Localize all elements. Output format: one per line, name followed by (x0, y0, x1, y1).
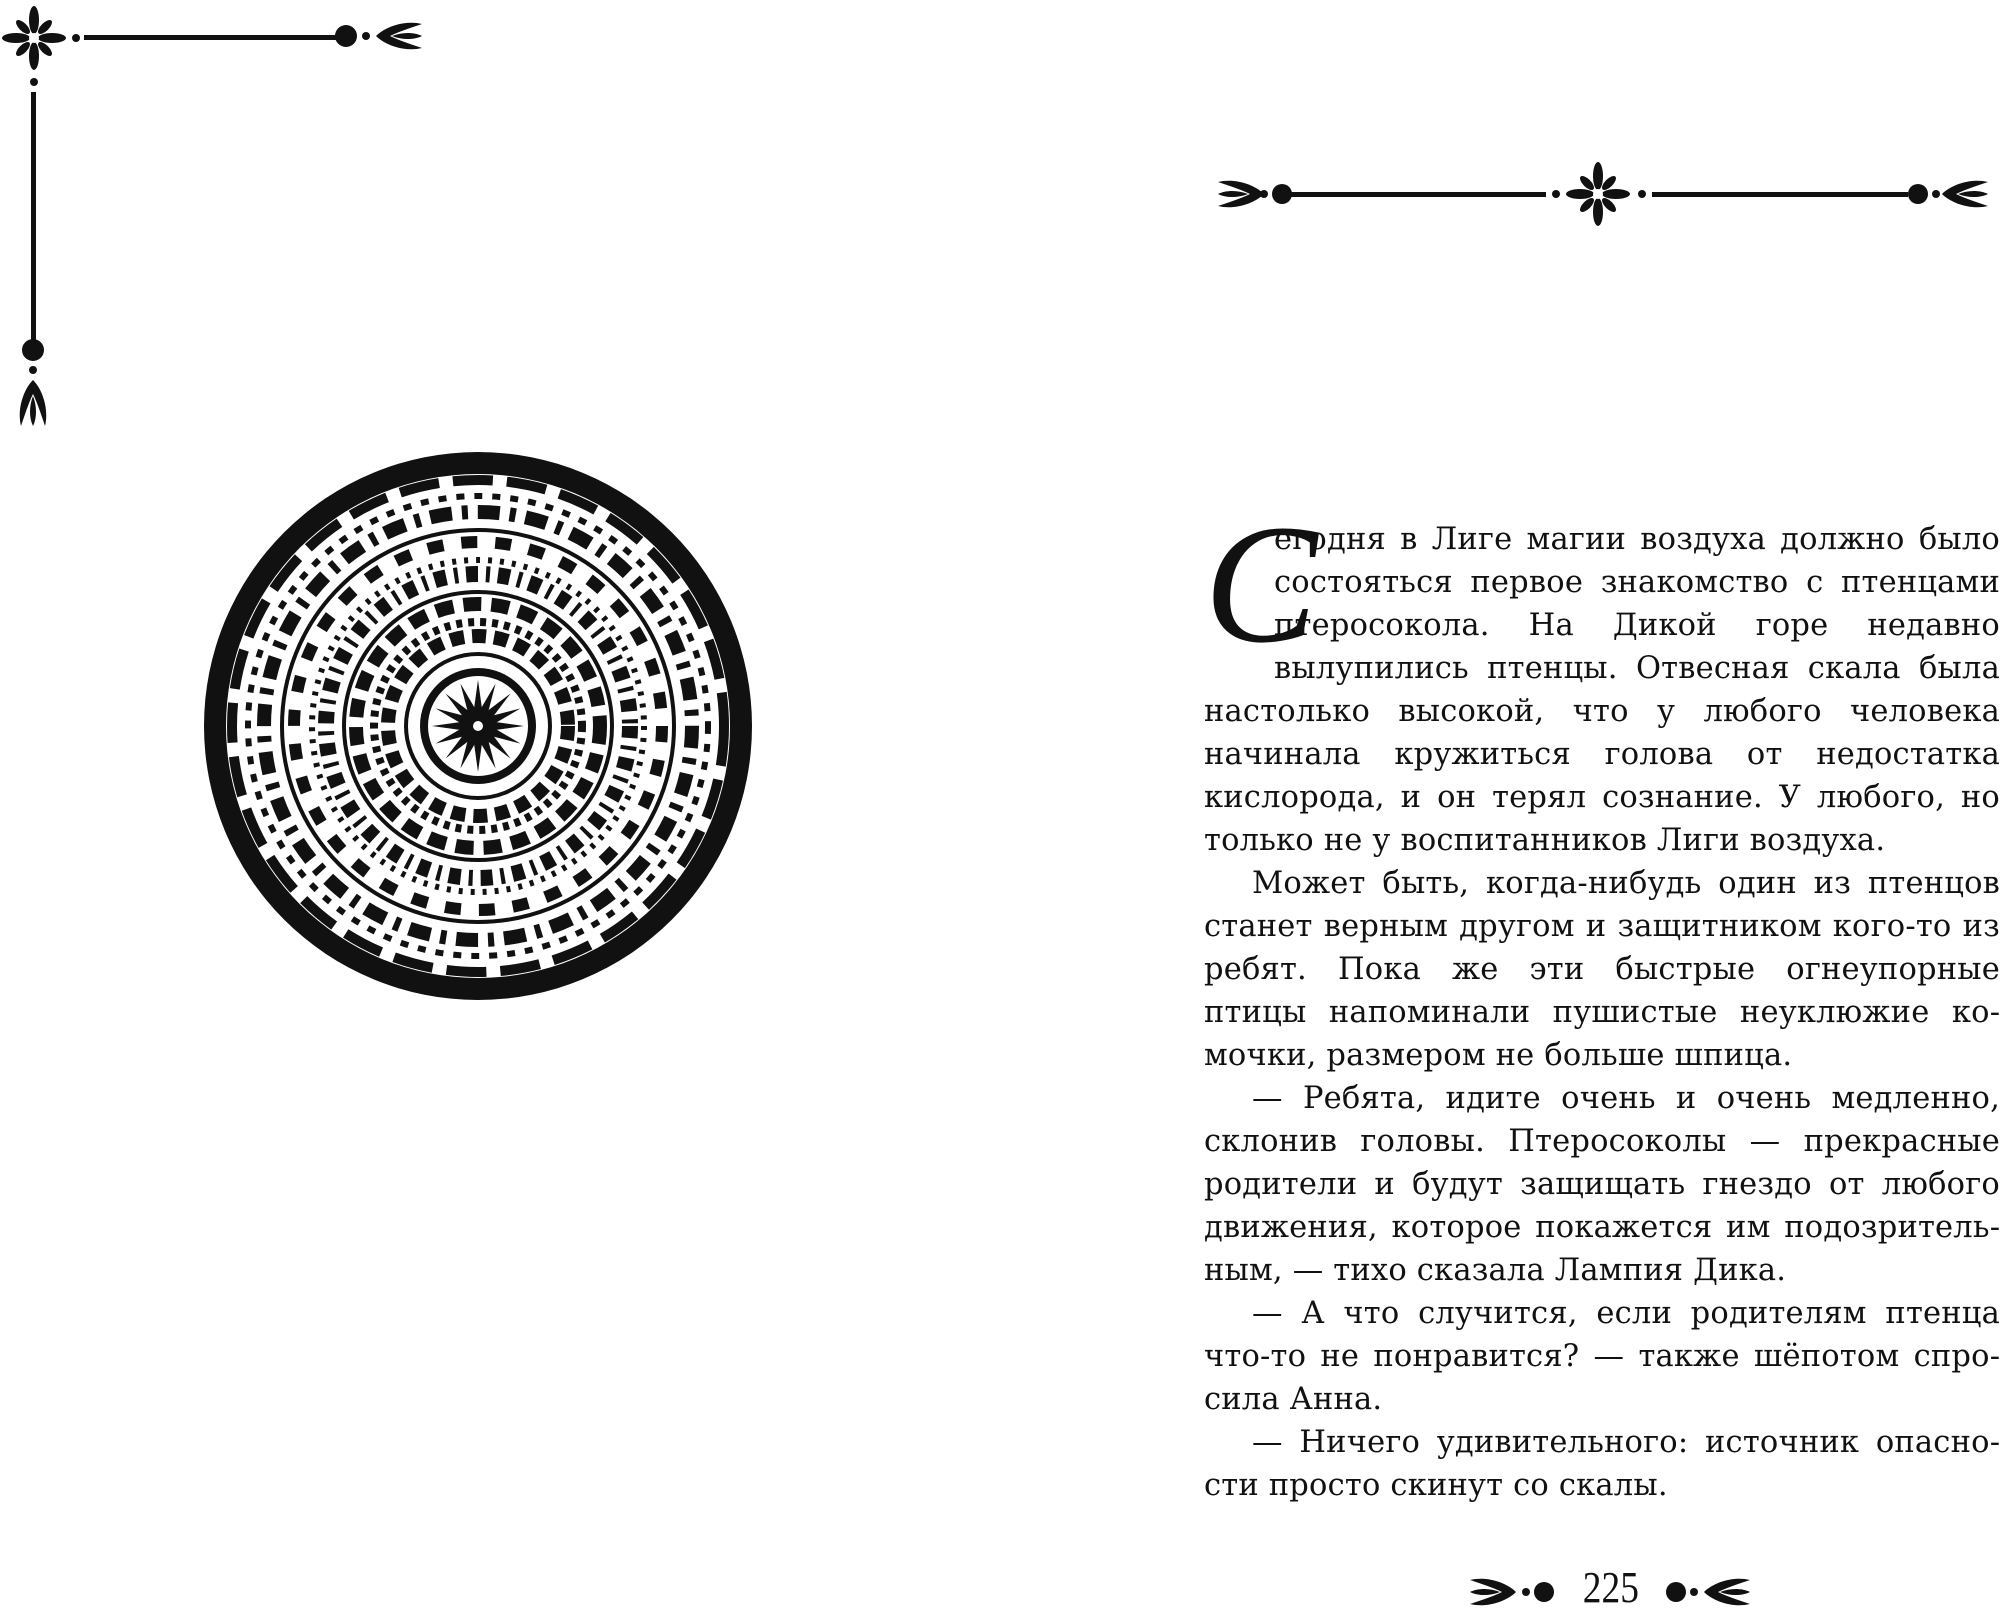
mandala-ornament (188, 440, 768, 1012)
paragraph: Может быть, когда-нибудь один из птенцов станет верным другом и защитником кого-то из ребят. Пока же эти быстрые огнеупорные птицы напоминали пушистые неуклюжие комочки, размером не больше шпица. (1204, 866, 2000, 1073)
paragraph: — Ничего удивительного: источник опасности просто скинут со скалы. (1204, 1425, 2000, 1503)
star-flower-icon (2, 6, 66, 70)
page-footer (1460, 1563, 1760, 1617)
page-number: 225 (1582, 1563, 1639, 1612)
main-text (1204, 490, 2000, 1507)
star-flower-icon (1566, 162, 1630, 226)
drop-cap: С (1204, 490, 1318, 678)
paragraph: С егодня в Лиге магии воздуха должно было состояться первое знакомство с птенцами птеросокола. На Дикой горе недавно вылупились птенцы. Отвесная скала была настолько высокой, что у любого человека начинала кружиться голова от недостатка кислорода, и он терял сознание. У любого, но только не у воспитанников Лиги воздуха. (1204, 490, 2000, 858)
corner-ornament (0, 0, 440, 440)
divider-ornament (1200, 160, 2000, 230)
paragraph: — А что случится, если родителям птенца что-то не понравится? — также шёпотом спросила Анна. (1204, 1296, 2000, 1417)
paragraph: — Ребята, идите очень и очень медленно, склонив головы. Птеросоколы — прекрасные родители и будут защищать гнездо от любого движения, которое покажется им подозрительным, — тихо сказала Лампия Дика. (1204, 1081, 2000, 1288)
